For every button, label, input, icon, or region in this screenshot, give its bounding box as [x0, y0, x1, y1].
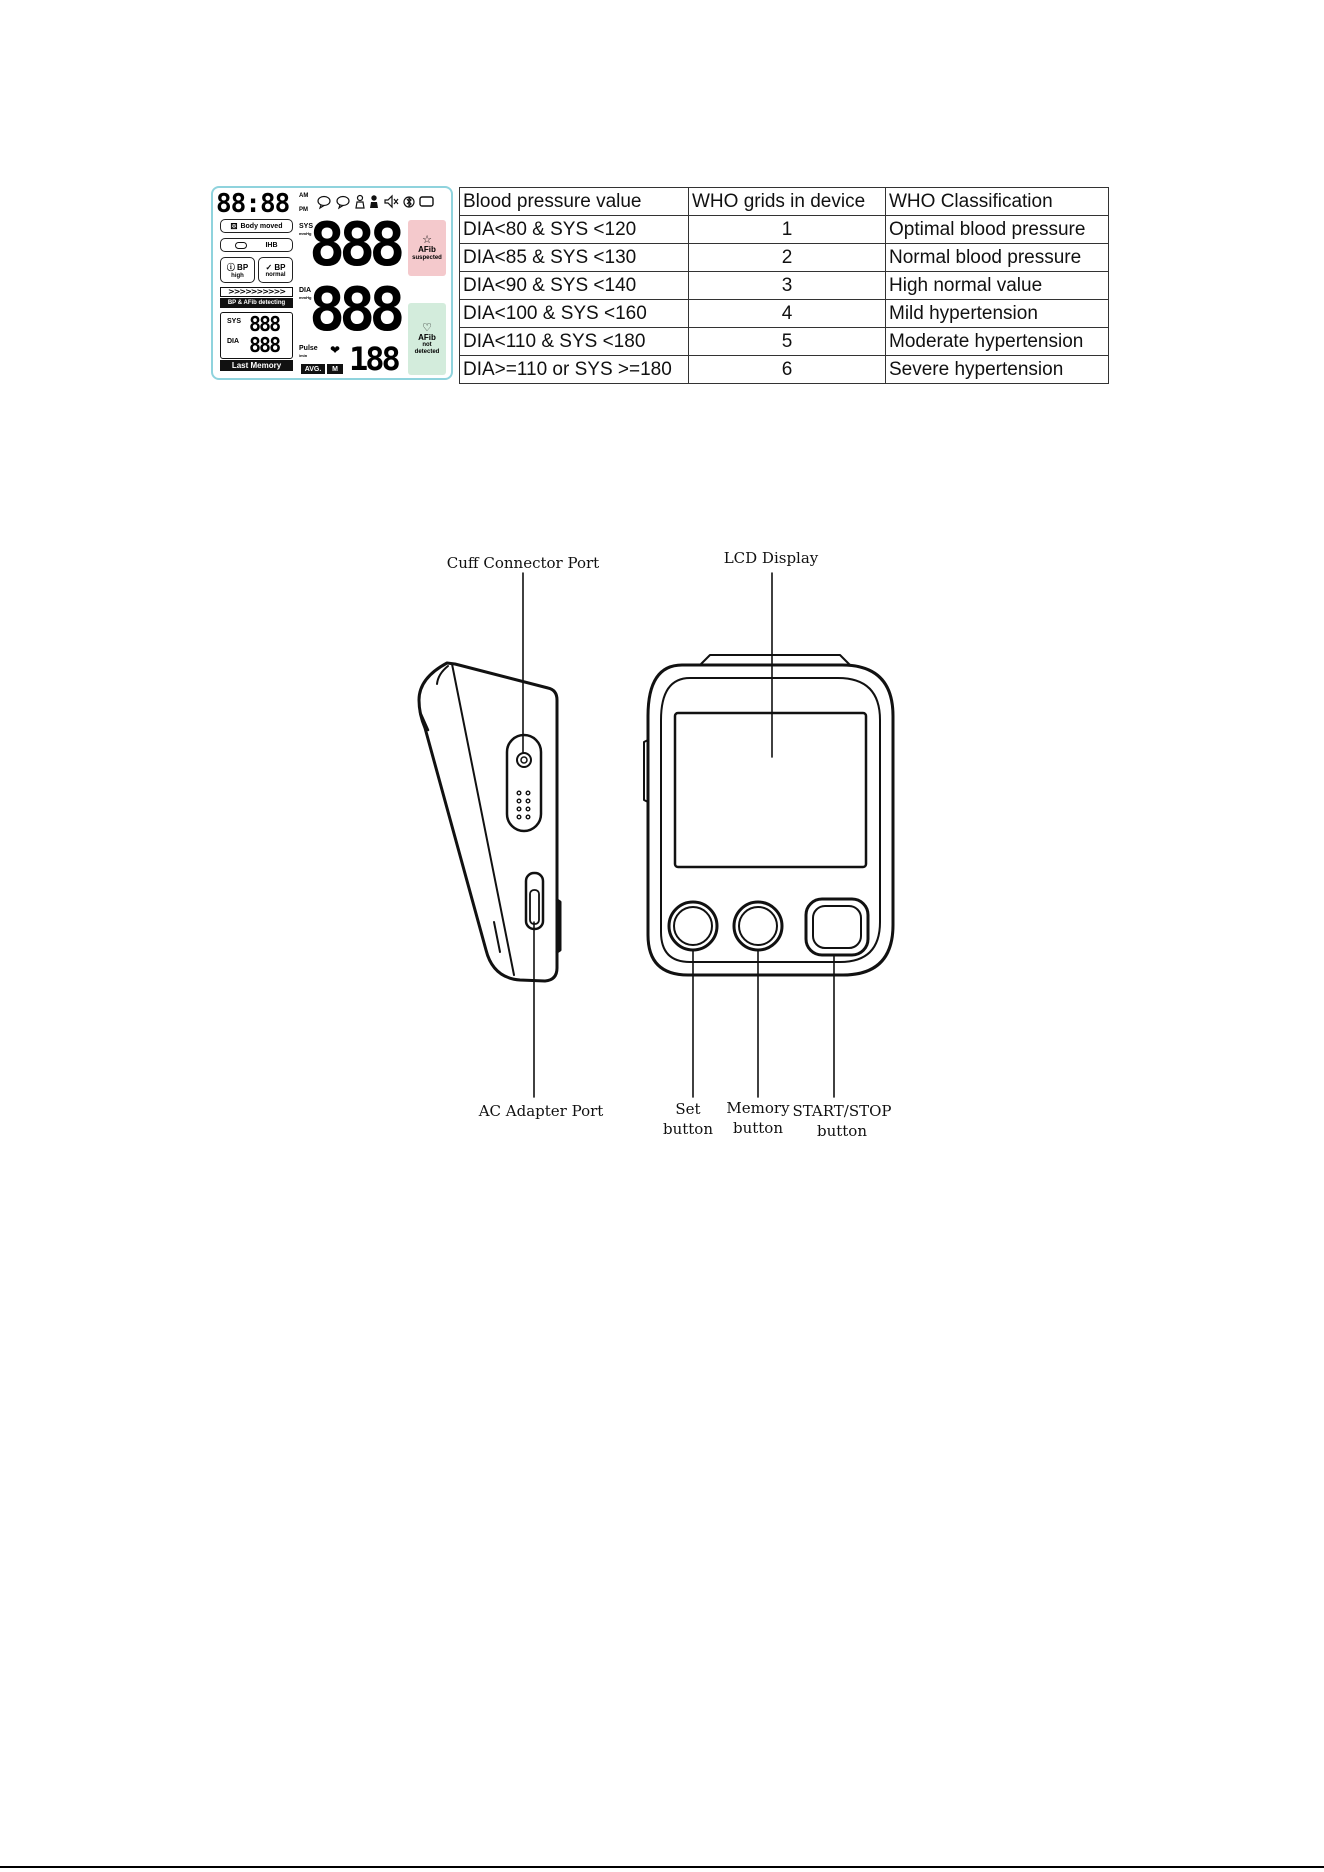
sys-unit: mmHg	[299, 231, 312, 236]
table-cell-bp: DIA<110 & SYS <180	[460, 328, 689, 356]
label-cuff-connector-port: Cuff Connector Port	[446, 554, 600, 572]
table-cell-class: Mild hypertension	[886, 300, 1109, 328]
heart-check-icon: ♡	[422, 321, 432, 334]
cuff-port-holes	[517, 791, 530, 819]
label-start-stop-button	[790, 1101, 894, 1141]
table-cell-grid: 2	[689, 244, 886, 272]
lcd-display-window	[675, 713, 866, 867]
lcd-pm: PM	[299, 207, 308, 213]
mem-dia-digits: 888	[249, 333, 280, 357]
afib-not-sub2: detected	[414, 348, 440, 355]
afib-not-title: AFib	[418, 332, 436, 342]
table-cell-bp: DIA<80 & SYS <120	[460, 216, 689, 244]
bp-high-top: ⓘ BP	[226, 262, 249, 272]
ihb-label: IHB	[265, 241, 278, 249]
table-cell-bp: DIA<100 & SYS <160	[460, 300, 689, 328]
heart-icon: ❤	[330, 343, 341, 357]
label-set-button-line1: Set	[675, 1100, 701, 1118]
table-cell-bp: DIA<90 & SYS <140	[460, 272, 689, 300]
bp-normal-top: ✓ BP	[265, 262, 286, 272]
pulse-digits: 188	[349, 340, 398, 378]
mem-sys-label: SYS	[227, 318, 242, 325]
body-moved-label: Body moved	[240, 222, 283, 230]
label-lcd-display: LCD Display	[723, 549, 819, 567]
table-cell-grid: 5	[689, 328, 886, 356]
dia-label: DIA	[299, 287, 312, 294]
table-cell-class: High normal value	[886, 272, 1109, 300]
label-set-button	[650, 1099, 726, 1139]
pulse-unit: /min	[299, 353, 308, 358]
lcd-clock: 88:88	[216, 189, 290, 219]
dia-unit: mmHg	[299, 295, 312, 300]
mem-dia-label: DIA	[227, 338, 240, 345]
afib-suspected-title: AFib	[418, 244, 436, 254]
label-memory-button-line1: Memory	[726, 1099, 790, 1117]
table-cell-bp: DIA>=110 or SYS >=180	[460, 356, 689, 384]
device-side-view	[419, 663, 560, 981]
table-cell-bp: DIA<85 & SYS <130	[460, 244, 689, 272]
pulse-label: Pulse	[299, 345, 318, 352]
table-cell-class: Optimal blood pressure	[886, 216, 1109, 244]
lcd-progress-arrows: >>>>>>>>>>	[220, 287, 293, 297]
lcd-am: AM	[299, 193, 309, 199]
afib-suspected-sub: suspected	[412, 254, 442, 261]
table-header-bp-value: Blood pressure value	[460, 188, 689, 216]
table-cell-grid: 6	[689, 356, 886, 384]
page-bottom-rule	[0, 1866, 1324, 1868]
bp-high-bottom: high	[231, 272, 244, 279]
sys-label: SYS	[299, 223, 314, 230]
table-cell-class: Moderate hypertension	[886, 328, 1109, 356]
afib-not-sub1: not	[422, 342, 432, 349]
body-moved-icon: ⚄	[230, 221, 238, 231]
lcd-detecting-bar: BP & AFib detecting	[220, 298, 293, 308]
cuff-port-hole	[517, 753, 531, 767]
table-cell-grid: 1	[689, 216, 886, 244]
label-start-stop-line1: START/STOP	[792, 1102, 892, 1120]
trophy-icon: ☆	[422, 233, 432, 246]
ac-adapter-port-shape	[526, 873, 543, 929]
table-header-who-grids: WHO grids in device	[689, 188, 886, 216]
label-start-stop-line2: button	[816, 1122, 867, 1140]
cuff-port-shape	[507, 735, 541, 831]
dia-digits: 888	[309, 275, 400, 345]
label-set-button-line2: button	[662, 1120, 713, 1138]
leader-lines	[523, 573, 834, 1097]
lcd-m: M	[327, 364, 343, 374]
bp-normal-bottom: normal	[265, 271, 286, 278]
set-button-shape	[669, 902, 717, 950]
label-memory-button-line2: button	[732, 1119, 783, 1137]
table-header-who-class: WHO Classification	[886, 188, 1109, 216]
table-cell-class: Normal blood pressure	[886, 244, 1109, 272]
table-cell-grid: 4	[689, 300, 886, 328]
mem-sys-digits: 888	[249, 312, 280, 336]
start-stop-button-shape	[806, 899, 868, 955]
table-cell-class: Severe hypertension	[886, 356, 1109, 384]
label-memory-button	[718, 1098, 798, 1138]
device-front-view	[644, 655, 893, 975]
label-ac-adapter-port: AC Adapter Port	[478, 1102, 604, 1120]
lcd-avg: AVG.	[301, 364, 325, 374]
sys-digits: 888	[309, 210, 400, 280]
memory-button-shape	[734, 902, 782, 950]
table-cell-grid: 3	[689, 272, 886, 300]
lcd-last-memory: Last Memory	[220, 360, 293, 371]
